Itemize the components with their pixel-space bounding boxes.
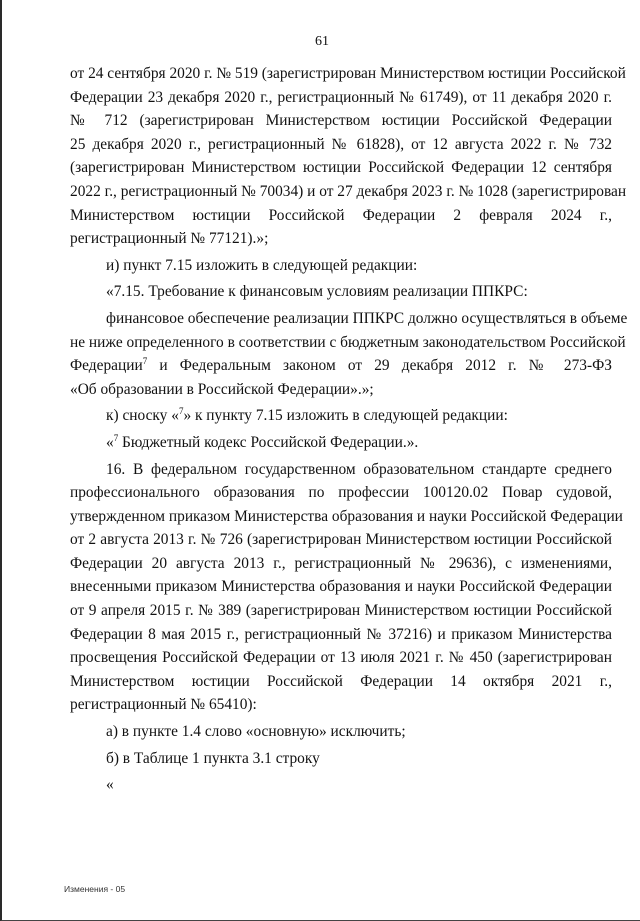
- text-line: Министерством юстиции Российской Федерации 2 февраля 2024 г.,: [70, 206, 612, 224]
- footnote-ref: 7: [178, 406, 184, 417]
- text-line: «Об образовании в Российской Федерации».»;: [70, 380, 374, 398]
- text-fragment: » к пункту 7.15 изложить в следующей редакции:: [183, 407, 508, 425]
- page-number: 61: [315, 34, 329, 49]
- text-line: Федерации 23 декабря 2020 г., регистрационный № 61749), от 11 декабря 2020 г.: [70, 88, 612, 106]
- text-line: от 24 сентября 2020 г. № 519 (зарегистрирован Министерством юстиции Российской: [70, 65, 626, 82]
- paragraph-footnote-7: [70, 431, 612, 455]
- footer-revision-label: Изменения - 05: [64, 884, 126, 894]
- text-line: просвещения Российской Федерации от 13 июля 2021 г. № 450 (зарегистрирован: [70, 649, 612, 667]
- paragraph-registration-list: [70, 62, 627, 251]
- footnote-ref: 7: [142, 356, 148, 367]
- text-line: 16. В федеральном государственном образовательном стандарте среднего: [106, 460, 612, 478]
- paragraph-16: [70, 458, 623, 718]
- paragraph-item-k: [70, 404, 612, 428]
- text-line: регистрационный № 77121).»;: [70, 230, 269, 248]
- paragraph-item-i: и) пункт 7.15 изложить в следующей редакции:: [106, 256, 418, 274]
- document-body: [70, 62, 628, 797]
- paragraph-clause-7-15-title: «7.15. Требование к финансовым условиям реализации ППКРС:: [106, 283, 528, 301]
- opening-quote: «: [106, 776, 114, 794]
- text-fragment: Федерации: [70, 357, 143, 375]
- text-line: утвержденном приказом Министерства образования и науки Российской Федерации: [70, 507, 623, 525]
- paragraph-item-b: б) в Таблице 1 пункта 3.1 строку: [106, 749, 320, 767]
- paragraph-item-a: а) в пункте 1.4 слово «основную» исключить;: [106, 723, 406, 741]
- text-line: внесенными приказом Министерства образования и науки Российской Федерации: [70, 578, 612, 596]
- text-fragment: к) сноску «: [106, 407, 179, 425]
- text-fragment: «: [106, 433, 114, 451]
- text-line: регистрационный № 65410):: [70, 696, 257, 714]
- text-fragment: Бюджетный кодекс Российской Федерации.».: [118, 433, 419, 451]
- text-line: финансовое обеспечение реализации ППКРС должно осуществляться в объеме: [106, 309, 628, 327]
- text-line: 2022 г., регистрационный № 70034) и от 27 декабря 2023 г. № 1028 (зарегистрирован: [70, 182, 627, 200]
- text-line: не ниже определенного в соответствии с бюджетным законодательством Российской: [70, 333, 626, 351]
- paragraph-financial-support: [70, 307, 628, 401]
- text-line: от 2 августа 2013 г. № 726 (зарегистрирован Министерством юстиции Российской: [70, 531, 612, 549]
- text-line: (зарегистрирован Министерством юстиции Российской Федерации 12 сентября: [70, 159, 612, 177]
- text-line: профессионального образования по профессии 100120.02 Повар судовой,: [70, 484, 612, 502]
- footnote-ref: 7: [113, 432, 119, 443]
- text-line: Федерации 20 августа 2013 г., регистрационный № 29636), с изменениями,: [70, 554, 612, 572]
- text-line: 25 декабря 2020 г., регистрационный № 61828), от 12 августа 2022 г. № 732: [70, 135, 612, 153]
- text-line: Министерством юстиции Российской Федерации 14 октября 2021 г.,: [70, 672, 612, 690]
- text-line: [70, 354, 612, 378]
- text-fragment: и Федеральным законом от 29 декабря 2012 г. № 273-ФЗ: [147, 357, 612, 375]
- text-line: Федерации 8 мая 2015 г., регистрационный № 37216) и приказом Министерства: [70, 625, 612, 643]
- text-line: от 9 апреля 2015 г. № 389 (зарегистрирован Министерством юстиции Российской: [70, 602, 612, 620]
- text-line: № 712 (зарегистрирован Министерством юстиции Российской Федерации: [70, 112, 612, 130]
